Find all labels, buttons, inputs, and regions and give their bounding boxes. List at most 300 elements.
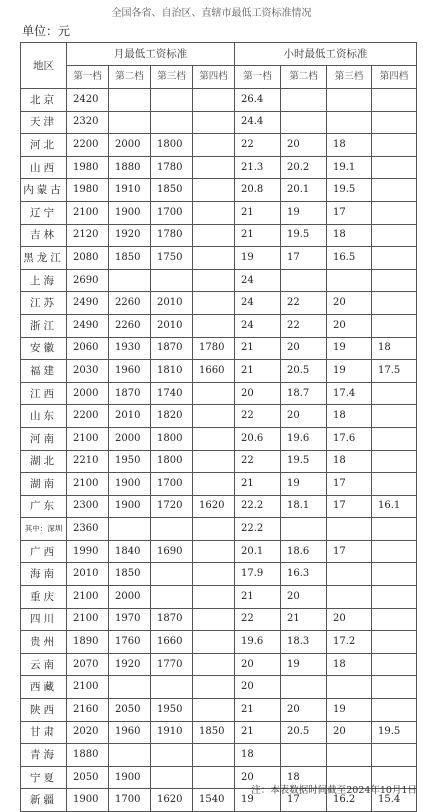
table-row xyxy=(21,608,417,631)
unit-label: 单位：元 xyxy=(22,24,71,38)
table-row xyxy=(21,450,417,473)
hourly-tier-3-cell: 17.6 xyxy=(327,427,372,450)
hourly-tier-4-cell xyxy=(372,563,417,586)
monthly-tier-4-cell xyxy=(193,653,235,676)
hourly-tier-3-cell: 17.2 xyxy=(327,631,372,654)
hourly-tier-4-cell xyxy=(372,156,417,179)
hourly-tier-2-cell: 19 xyxy=(281,201,327,224)
hourly-tier-3-cell xyxy=(327,744,372,767)
monthly-tier-1-cell: 2160 xyxy=(67,699,109,722)
monthly-tier-3-cell: 1850 xyxy=(151,179,193,202)
hourly-tier-4-cell: 18 xyxy=(372,337,417,360)
hourly-tier-1-cell: 20 xyxy=(235,382,281,405)
region-cell: 贵州 xyxy=(21,631,67,654)
table-row xyxy=(21,89,417,112)
hourly-tier-3-cell: 18 xyxy=(327,405,372,428)
region-cell: 安徽 xyxy=(21,337,67,360)
hourly-tier-3-cell: 17.4 xyxy=(327,382,372,405)
hourly-tier-4-cell xyxy=(372,269,417,292)
monthly-tier-3-header: 第三档 xyxy=(151,66,193,89)
monthly-tier-4-cell xyxy=(193,314,235,337)
region-cell: 河北 xyxy=(21,134,67,157)
hourly-tier-3-cell: 19.5 xyxy=(327,179,372,202)
hourly-tier-1-cell: 19 xyxy=(235,247,281,270)
hourly-tier-2-cell: 21 xyxy=(281,608,327,631)
monthly-tier-2-cell: 1950 xyxy=(109,450,151,473)
hourly-tier-4-cell: 16.1 xyxy=(372,495,417,518)
table-row xyxy=(21,382,417,405)
hourly-tier-4-header: 第四档 xyxy=(372,66,417,89)
hourly-tier-2-cell: 20.5 xyxy=(281,360,327,383)
hourly-tier-2-header: 第二档 xyxy=(281,66,327,89)
table-row xyxy=(21,292,417,315)
monthly-tier-2-cell: 1900 xyxy=(109,473,151,496)
hourly-tier-1-cell: 17.9 xyxy=(235,563,281,586)
monthly-tier-4-cell xyxy=(193,89,235,112)
monthly-tier-2-cell: 1840 xyxy=(109,540,151,563)
region-cell: 福建 xyxy=(21,360,67,383)
monthly-tier-4-cell xyxy=(193,292,235,315)
hourly-tier-3-cell: 20 xyxy=(327,721,372,744)
hourly-tier-1-header: 第一档 xyxy=(235,66,281,89)
hourly-tier-4-cell xyxy=(372,586,417,609)
monthly-tier-4-cell xyxy=(193,676,235,699)
hourly-tier-3-cell: 18 xyxy=(327,224,372,247)
hourly-tier-4-cell xyxy=(372,427,417,450)
table-row xyxy=(21,269,417,292)
monthly-tier-3-cell: 1690 xyxy=(151,540,193,563)
hourly-tier-4-cell: 15.4 xyxy=(372,789,417,812)
monthly-tier-3-cell: 1870 xyxy=(151,608,193,631)
monthly-tier-1-cell: 2120 xyxy=(67,224,109,247)
hourly-tier-4-cell xyxy=(372,314,417,337)
monthly-tier-1-cell: 2070 xyxy=(67,653,109,676)
monthly-tier-1-cell: 2060 xyxy=(67,337,109,360)
hourly-tier-2-cell: 20 xyxy=(281,134,327,157)
hourly-tier-1-cell: 22.2 xyxy=(235,518,281,541)
hourly-tier-3-cell xyxy=(327,676,372,699)
hourly-tier-4-cell xyxy=(372,744,417,767)
hourly-tier-1-cell: 24 xyxy=(235,292,281,315)
monthly-tier-1-cell: 2300 xyxy=(67,495,109,518)
table-row xyxy=(21,337,417,360)
monthly-tier-2-cell: 2000 xyxy=(109,134,151,157)
monthly-tier-2-header: 第二档 xyxy=(109,66,151,89)
hourly-tier-1-cell: 21 xyxy=(235,360,281,383)
hourly-tier-4-cell xyxy=(372,247,417,270)
hourly-tier-2-cell: 20 xyxy=(281,586,327,609)
monthly-tier-3-cell: 1720 xyxy=(151,495,193,518)
hourly-tier-4-cell xyxy=(372,382,417,405)
hourly-tier-2-cell: 19 xyxy=(281,653,327,676)
hourly-tier-1-cell: 20 xyxy=(235,766,281,789)
hourly-tier-1-cell: 21.3 xyxy=(235,156,281,179)
monthly-tier-3-cell: 1800 xyxy=(151,134,193,157)
hourly-tier-1-cell: 20.6 xyxy=(235,427,281,450)
hourly-tier-3-cell xyxy=(327,111,372,134)
table-row xyxy=(21,495,417,518)
table-row xyxy=(21,111,417,134)
hourly-tier-3-cell: 18 xyxy=(327,450,372,473)
monthly-tier-3-cell xyxy=(151,676,193,699)
min-wage-table xyxy=(20,42,417,812)
table-row xyxy=(21,653,417,676)
monthly-tier-2-cell: 2000 xyxy=(109,427,151,450)
hourly-tier-4-cell xyxy=(372,631,417,654)
monthly-tier-2-cell: 2260 xyxy=(109,292,151,315)
monthly-tier-1-cell: 2030 xyxy=(67,360,109,383)
hourly-tier-1-cell: 21 xyxy=(235,337,281,360)
monthly-tier-4-cell xyxy=(193,179,235,202)
monthly-tier-1-cell: 2100 xyxy=(67,586,109,609)
monthly-tier-1-cell: 2020 xyxy=(67,721,109,744)
monthly-tier-1-cell: 2100 xyxy=(67,473,109,496)
hourly-tier-3-cell: 16.5 xyxy=(327,247,372,270)
monthly-tier-1-cell: 1980 xyxy=(67,179,109,202)
hourly-tier-3-cell: 19 xyxy=(327,337,372,360)
monthly-tier-2-cell: 1900 xyxy=(109,201,151,224)
hourly-tier-4-cell xyxy=(372,473,417,496)
monthly-tier-4-cell xyxy=(193,473,235,496)
monthly-tier-3-cell: 1740 xyxy=(151,382,193,405)
monthly-tier-3-cell: 1870 xyxy=(151,337,193,360)
hourly-tier-2-cell: 18.7 xyxy=(281,382,327,405)
region-cell: 广东 xyxy=(21,495,67,518)
monthly-tier-3-cell: 1810 xyxy=(151,360,193,383)
monthly-tier-4-cell: 1620 xyxy=(193,495,235,518)
hourly-tier-1-cell: 18 xyxy=(235,744,281,767)
hourly-tier-3-cell: 20 xyxy=(327,314,372,337)
hourly-tier-4-cell xyxy=(372,292,417,315)
region-cell: 新疆 xyxy=(21,789,67,812)
monthly-tier-4-cell xyxy=(193,156,235,179)
hourly-tier-1-cell: 21 xyxy=(235,586,281,609)
region-cell: 天津 xyxy=(21,111,67,134)
region-cell: 四川 xyxy=(21,608,67,631)
monthly-tier-1-header: 第一档 xyxy=(67,66,109,89)
monthly-tier-1-cell: 2200 xyxy=(67,134,109,157)
monthly-tier-2-cell: 1880 xyxy=(109,156,151,179)
table-row xyxy=(21,134,417,157)
monthly-tier-4-cell xyxy=(193,631,235,654)
monthly-tier-2-cell: 1970 xyxy=(109,608,151,631)
monthly-tier-2-cell: 1920 xyxy=(109,224,151,247)
hourly-tier-2-cell xyxy=(281,676,327,699)
monthly-tier-3-cell: 1660 xyxy=(151,631,193,654)
monthly-tier-4-cell xyxy=(193,111,235,134)
hourly-tier-3-cell: 20 xyxy=(327,608,372,631)
monthly-tier-1-cell: 1880 xyxy=(67,744,109,767)
monthly-tier-3-cell xyxy=(151,89,193,112)
monthly-tier-1-cell: 2000 xyxy=(67,382,109,405)
hourly-tier-1-cell: 19 xyxy=(235,789,281,812)
monthly-tier-3-cell: 1620 xyxy=(151,789,193,812)
hourly-tier-2-cell: 20 xyxy=(281,337,327,360)
hourly-tier-1-cell: 20 xyxy=(235,676,281,699)
monthly-tier-4-header: 第四档 xyxy=(193,66,235,89)
table-body xyxy=(21,89,417,812)
hourly-tier-4-cell xyxy=(372,540,417,563)
monthly-tier-1-cell: 2690 xyxy=(67,269,109,292)
region-cell: 北京 xyxy=(21,89,67,112)
monthly-tier-4-cell xyxy=(193,427,235,450)
region-cell: 甘肃 xyxy=(21,721,67,744)
monthly-tier-2-cell xyxy=(109,676,151,699)
monthly-tier-2-cell: 1850 xyxy=(109,247,151,270)
monthly-tier-3-cell: 1910 xyxy=(151,721,193,744)
hourly-tier-2-cell: 17 xyxy=(281,247,327,270)
hourly-tier-2-cell xyxy=(281,89,327,112)
hourly-tier-1-cell: 20.8 xyxy=(235,179,281,202)
monthly-tier-3-cell: 1700 xyxy=(151,201,193,224)
monthly-tier-4-cell xyxy=(193,766,235,789)
monthly-tier-4-cell: 1540 xyxy=(193,789,235,812)
hourly-tier-1-cell: 24 xyxy=(235,314,281,337)
table-row xyxy=(21,586,417,609)
hourly-tier-2-cell: 17 xyxy=(281,789,327,812)
monthly-tier-2-cell: 1700 xyxy=(109,789,151,812)
monthly-tier-3-cell: 1800 xyxy=(151,427,193,450)
hourly-tier-2-cell: 20 xyxy=(281,699,327,722)
monthly-tier-4-cell xyxy=(193,134,235,157)
hourly-tier-2-cell: 19.5 xyxy=(281,224,327,247)
region-cell: 青海 xyxy=(21,744,67,767)
table-row xyxy=(21,201,417,224)
hourly-tier-4-cell xyxy=(372,699,417,722)
region-cell: 陕西 xyxy=(21,699,67,722)
monthly-tier-1-cell: 2100 xyxy=(67,201,109,224)
hourly-tier-1-cell: 21 xyxy=(235,699,281,722)
region-cell: 黑龙江 xyxy=(21,247,67,270)
monthly-tier-4-cell xyxy=(193,608,235,631)
hourly-tier-3-cell: 16.2 xyxy=(327,789,372,812)
monthly-tier-3-cell xyxy=(151,744,193,767)
hourly-tier-1-cell: 22 xyxy=(235,450,281,473)
monthly-tier-1-cell: 2210 xyxy=(67,450,109,473)
monthly-tier-2-cell xyxy=(109,89,151,112)
region-cell: 浙江 xyxy=(21,314,67,337)
monthly-tier-3-cell xyxy=(151,518,193,541)
monthly-tier-3-cell xyxy=(151,586,193,609)
region-cell: 江西 xyxy=(21,382,67,405)
hourly-tier-1-cell: 20 xyxy=(235,653,281,676)
hourly-tier-3-cell: 19 xyxy=(327,699,372,722)
monthly-tier-2-cell: 2000 xyxy=(109,586,151,609)
hourly-tier-2-cell: 20.1 xyxy=(281,179,327,202)
table-row xyxy=(21,224,417,247)
monthly-tier-2-cell: 1900 xyxy=(109,495,151,518)
monthly-tier-3-cell xyxy=(151,766,193,789)
region-cell: 重庆 xyxy=(21,586,67,609)
region-cell: 宁夏 xyxy=(21,766,67,789)
hourly-tier-2-cell xyxy=(281,269,327,292)
table-row xyxy=(21,427,417,450)
monthly-tier-1-cell: 1890 xyxy=(67,631,109,654)
hourly-tier-1-cell: 22 xyxy=(235,405,281,428)
monthly-tier-1-cell: 2050 xyxy=(67,766,109,789)
monthly-tier-2-cell: 1870 xyxy=(109,382,151,405)
region-cell: 湖北 xyxy=(21,450,67,473)
monthly-tier-3-cell: 1780 xyxy=(151,156,193,179)
hourly-tier-2-cell: 20.5 xyxy=(281,721,327,744)
table-row xyxy=(21,179,417,202)
hourly-tier-2-cell xyxy=(281,518,327,541)
region-cell: 广西 xyxy=(21,540,67,563)
hourly-tier-2-cell: 19.6 xyxy=(281,427,327,450)
hourly-tier-1-cell: 22 xyxy=(235,608,281,631)
hourly-tier-1-cell: 22 xyxy=(235,134,281,157)
hourly-tier-3-cell xyxy=(327,563,372,586)
hourly-tier-1-cell: 21 xyxy=(235,201,281,224)
table-row xyxy=(21,631,417,654)
table-row xyxy=(21,156,417,179)
monthly-tier-1-cell: 2010 xyxy=(67,563,109,586)
monthly-tier-4-cell xyxy=(193,201,235,224)
table-row xyxy=(21,314,417,337)
monthly-tier-4-cell: 1780 xyxy=(193,337,235,360)
monthly-tier-4-cell xyxy=(193,269,235,292)
table-row xyxy=(21,405,417,428)
monthly-tier-1-cell: 2360 xyxy=(67,518,109,541)
region-cell: 西藏 xyxy=(21,676,67,699)
monthly-tier-1-cell: 2200 xyxy=(67,405,109,428)
monthly-tier-1-cell: 2320 xyxy=(67,111,109,134)
monthly-tier-1-cell: 2100 xyxy=(67,427,109,450)
monthly-tier-1-cell: 1980 xyxy=(67,156,109,179)
monthly-tier-3-cell xyxy=(151,111,193,134)
region-cell: 河南 xyxy=(21,427,67,450)
monthly-tier-4-cell xyxy=(193,518,235,541)
monthly-tier-4-cell xyxy=(193,744,235,767)
region-cell: 云南 xyxy=(21,653,67,676)
region-cell: 湖南 xyxy=(21,473,67,496)
hourly-tier-4-cell xyxy=(372,518,417,541)
monthly-tier-3-cell xyxy=(151,269,193,292)
table-row xyxy=(21,247,417,270)
monthly-tier-2-cell: 2010 xyxy=(109,405,151,428)
hourly-tier-1-cell: 26.4 xyxy=(235,89,281,112)
hourly-tier-4-cell xyxy=(372,653,417,676)
monthly-tier-4-cell xyxy=(193,586,235,609)
monthly-tier-3-cell: 1820 xyxy=(151,405,193,428)
monthly-tier-4-cell: 1850 xyxy=(193,721,235,744)
monthly-tier-2-cell xyxy=(109,111,151,134)
monthly-tier-2-cell: 1960 xyxy=(109,360,151,383)
monthly-tier-3-cell: 2010 xyxy=(151,292,193,315)
monthly-tier-3-cell: 1750 xyxy=(151,247,193,270)
hourly-tier-4-cell: 19.5 xyxy=(372,721,417,744)
table-row xyxy=(21,360,417,383)
monthly-tier-2-cell xyxy=(109,518,151,541)
hourly-tier-4-cell xyxy=(372,676,417,699)
region-header: 地区 xyxy=(21,43,67,89)
region-cell: 上海 xyxy=(21,269,67,292)
hourly-tier-4-cell xyxy=(372,608,417,631)
hourly-header: 小时最低工资标准 xyxy=(235,43,417,66)
monthly-tier-3-cell: 1770 xyxy=(151,653,193,676)
hourly-tier-2-cell: 18.1 xyxy=(281,495,327,518)
monthly-tier-2-cell: 1760 xyxy=(109,631,151,654)
hourly-tier-2-cell: 18.6 xyxy=(281,540,327,563)
hourly-tier-2-cell: 19 xyxy=(281,473,327,496)
hourly-tier-3-cell: 17 xyxy=(327,495,372,518)
hourly-tier-2-cell: 18.3 xyxy=(281,631,327,654)
hourly-tier-2-cell xyxy=(281,111,327,134)
monthly-tier-4-cell: 1660 xyxy=(193,360,235,383)
monthly-tier-3-cell: 1700 xyxy=(151,473,193,496)
region-cell: 吉林 xyxy=(21,224,67,247)
table-row xyxy=(21,563,417,586)
monthly-tier-4-cell xyxy=(193,450,235,473)
region-cell: 辽宁 xyxy=(21,201,67,224)
hourly-tier-2-cell: 19.5 xyxy=(281,450,327,473)
hourly-tier-2-cell: 18 xyxy=(281,766,327,789)
document-title: 全国各省、自治区、直辖市最低工资标准情况 xyxy=(111,8,312,19)
hourly-tier-4-cell xyxy=(372,179,417,202)
hourly-tier-3-cell: 20 xyxy=(327,292,372,315)
monthly-tier-4-cell xyxy=(193,540,235,563)
hourly-tier-3-cell xyxy=(327,269,372,292)
hourly-tier-3-cell: 17 xyxy=(327,473,372,496)
hourly-tier-3-cell: 17 xyxy=(327,540,372,563)
region-cell: 山东 xyxy=(21,405,67,428)
monthly-tier-4-cell xyxy=(193,405,235,428)
monthly-tier-1-cell: 1900 xyxy=(67,789,109,812)
hourly-tier-2-cell xyxy=(281,744,327,767)
table-row xyxy=(21,518,417,541)
monthly-tier-1-cell: 2420 xyxy=(67,89,109,112)
monthly-tier-3-cell: 2010 xyxy=(151,314,193,337)
hourly-tier-3-cell: 19 xyxy=(327,360,372,383)
monthly-tier-1-cell: 2080 xyxy=(67,247,109,270)
hourly-tier-1-cell: 19.6 xyxy=(235,631,281,654)
hourly-tier-2-cell: 20.2 xyxy=(281,156,327,179)
region-cell: 内蒙古 xyxy=(21,179,67,202)
monthly-tier-4-cell xyxy=(193,699,235,722)
hourly-tier-4-cell xyxy=(372,405,417,428)
hourly-tier-4-cell xyxy=(372,201,417,224)
hourly-tier-4-cell xyxy=(372,111,417,134)
hourly-tier-3-header: 第三档 xyxy=(327,66,372,89)
table-row xyxy=(21,699,417,722)
monthly-tier-1-cell: 2490 xyxy=(67,314,109,337)
monthly-tier-1-cell: 2490 xyxy=(67,292,109,315)
monthly-tier-2-cell: 1960 xyxy=(109,721,151,744)
hourly-tier-4-cell xyxy=(372,224,417,247)
hourly-tier-2-cell: 16.3 xyxy=(281,563,327,586)
hourly-tier-4-cell xyxy=(372,134,417,157)
hourly-tier-4-cell xyxy=(372,89,417,112)
hourly-tier-3-cell: 18 xyxy=(327,134,372,157)
region-cell: 江苏 xyxy=(21,292,67,315)
monthly-tier-2-cell xyxy=(109,744,151,767)
hourly-tier-1-cell: 21 xyxy=(235,224,281,247)
hourly-tier-4-cell: 17.5 xyxy=(372,360,417,383)
hourly-tier-3-cell: 17 xyxy=(327,201,372,224)
hourly-tier-2-cell: 22 xyxy=(281,292,327,315)
monthly-header: 月最低工资标准 xyxy=(67,43,235,66)
monthly-tier-3-cell: 1800 xyxy=(151,450,193,473)
monthly-tier-2-cell: 1910 xyxy=(109,179,151,202)
table-row xyxy=(21,721,417,744)
monthly-tier-2-cell: 1850 xyxy=(109,563,151,586)
hourly-tier-1-cell: 24 xyxy=(235,269,281,292)
monthly-tier-4-cell xyxy=(193,224,235,247)
hourly-tier-1-cell: 20.1 xyxy=(235,540,281,563)
hourly-tier-2-cell: 22 xyxy=(281,314,327,337)
monthly-tier-3-cell xyxy=(151,563,193,586)
monthly-tier-4-cell xyxy=(193,247,235,270)
